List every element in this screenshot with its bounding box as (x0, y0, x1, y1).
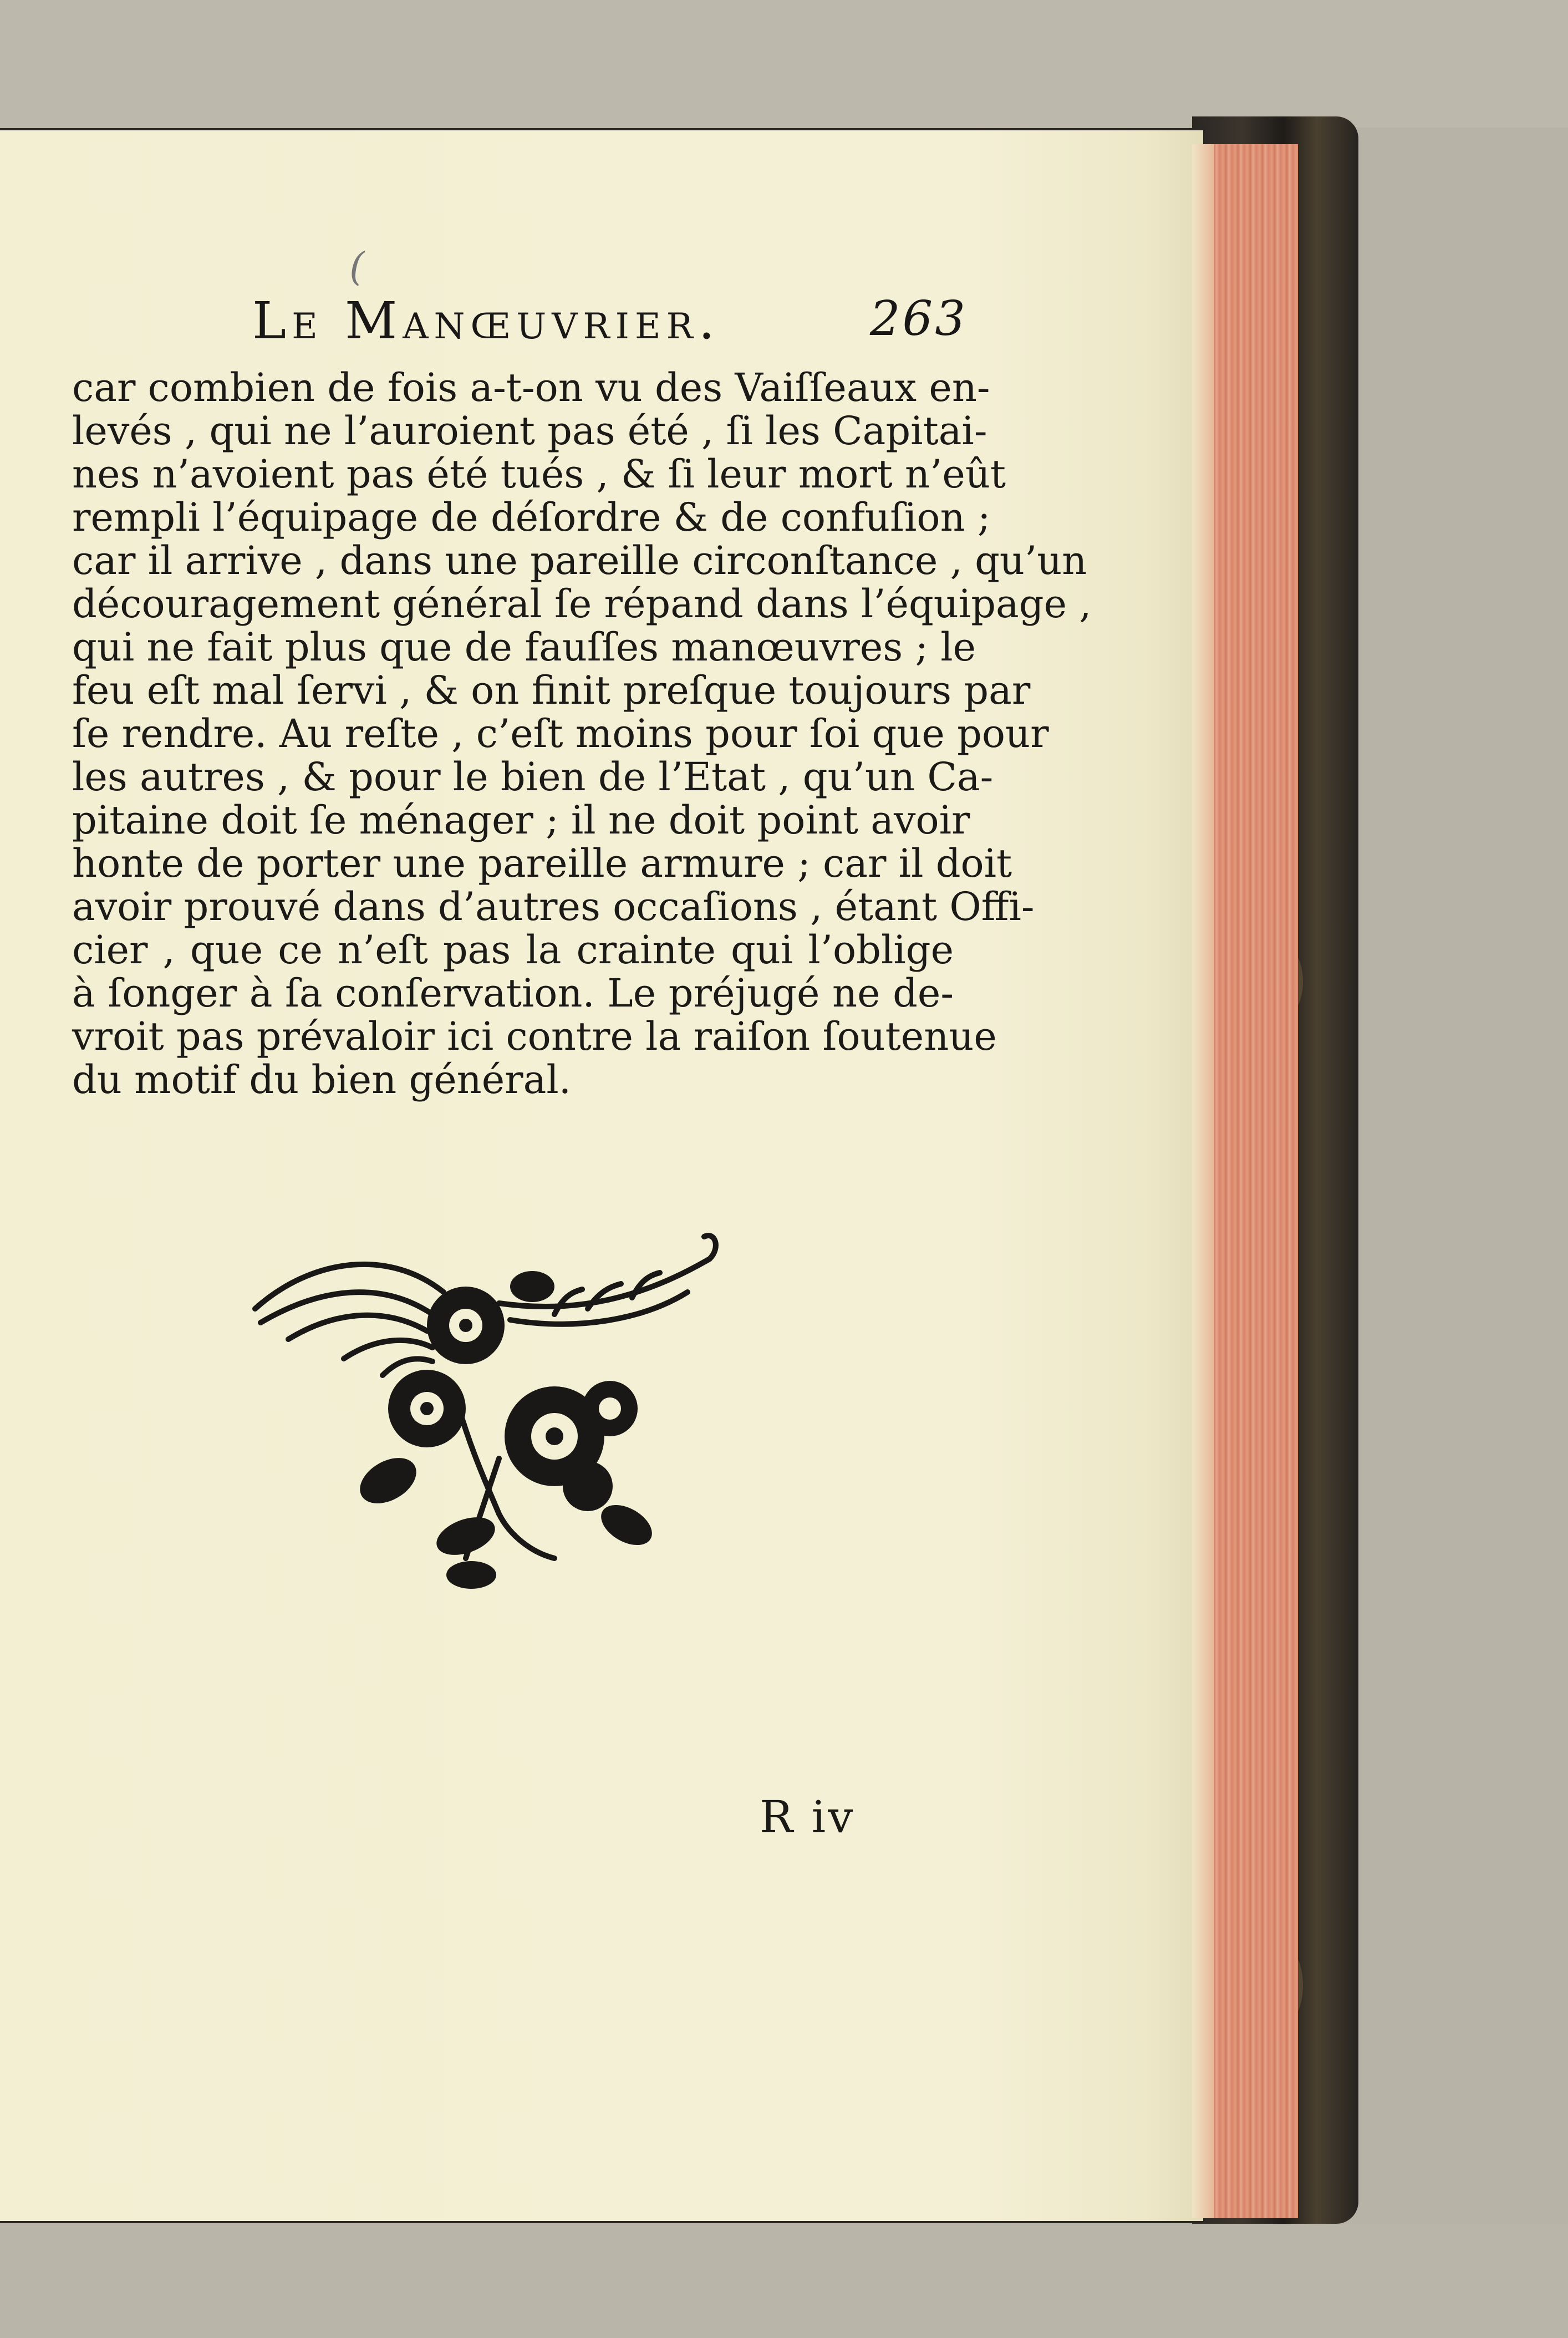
text-line: qui ne fait plus que de fauſſes manœuvres ; le (72, 624, 976, 670)
text-line: du motif du bien général. (72, 1057, 572, 1102)
text-line: car il arrive , dans une pareille circonſtance , qu’un (72, 538, 1087, 583)
text-line: pitaine doit ſe ménager ; il ne doit point avoir (72, 797, 970, 843)
page-header (252, 291, 968, 352)
signature-mark: R iv (760, 1791, 856, 1843)
body-text (72, 365, 1092, 1102)
text-line: ſe rendre. Au reſte , c’eſt moins pour ſoi que pour (72, 711, 1049, 756)
text-line: avoir prouvé dans d’autres occaſions , étant Offi- (72, 884, 1035, 929)
text-line: les autres , & pour le bien de l’Etat , qu’un Ca- (72, 754, 994, 800)
scan-background-bottom (0, 2224, 1568, 2338)
page-edge-gutter (1192, 144, 1214, 2218)
text-line: cier , que ce n’eſt pas la crainte qui l’oblige (72, 927, 954, 973)
text-line: levés , qui ne l’auroient pas été , ſi les Capitai- (72, 408, 987, 454)
text-line: nes n’avoient pas été tués , & ſi leur mort n’eût (72, 451, 1006, 497)
text-line: car combien de fois a-t-on vu des Vaiſſeaux en- (72, 365, 990, 410)
text-line: vroit pas prévaloir ici contre la raiſon ſoutenue (72, 1014, 997, 1059)
text-line: feu eſt mal ſervi , & on finit preſque toujours par (72, 668, 1031, 713)
text-line: à ſonger à ſa conſervation. Le préjugé ne de- (72, 970, 954, 1016)
text-line: honte de porter une pareille armure ; car il doit (72, 841, 1012, 886)
running-title: Le Manœuvrier. (252, 291, 721, 350)
scan-background-top (0, 0, 1568, 128)
page-number: 263 (869, 291, 968, 347)
stray-mark: ( (349, 244, 365, 289)
text-line: rempli l’équipage de déſordre & de confuſion ; (72, 495, 991, 540)
floral-ornament-icon (244, 1226, 787, 1592)
text-line: découragement général ſe répand dans l’équipage , (72, 581, 1092, 627)
